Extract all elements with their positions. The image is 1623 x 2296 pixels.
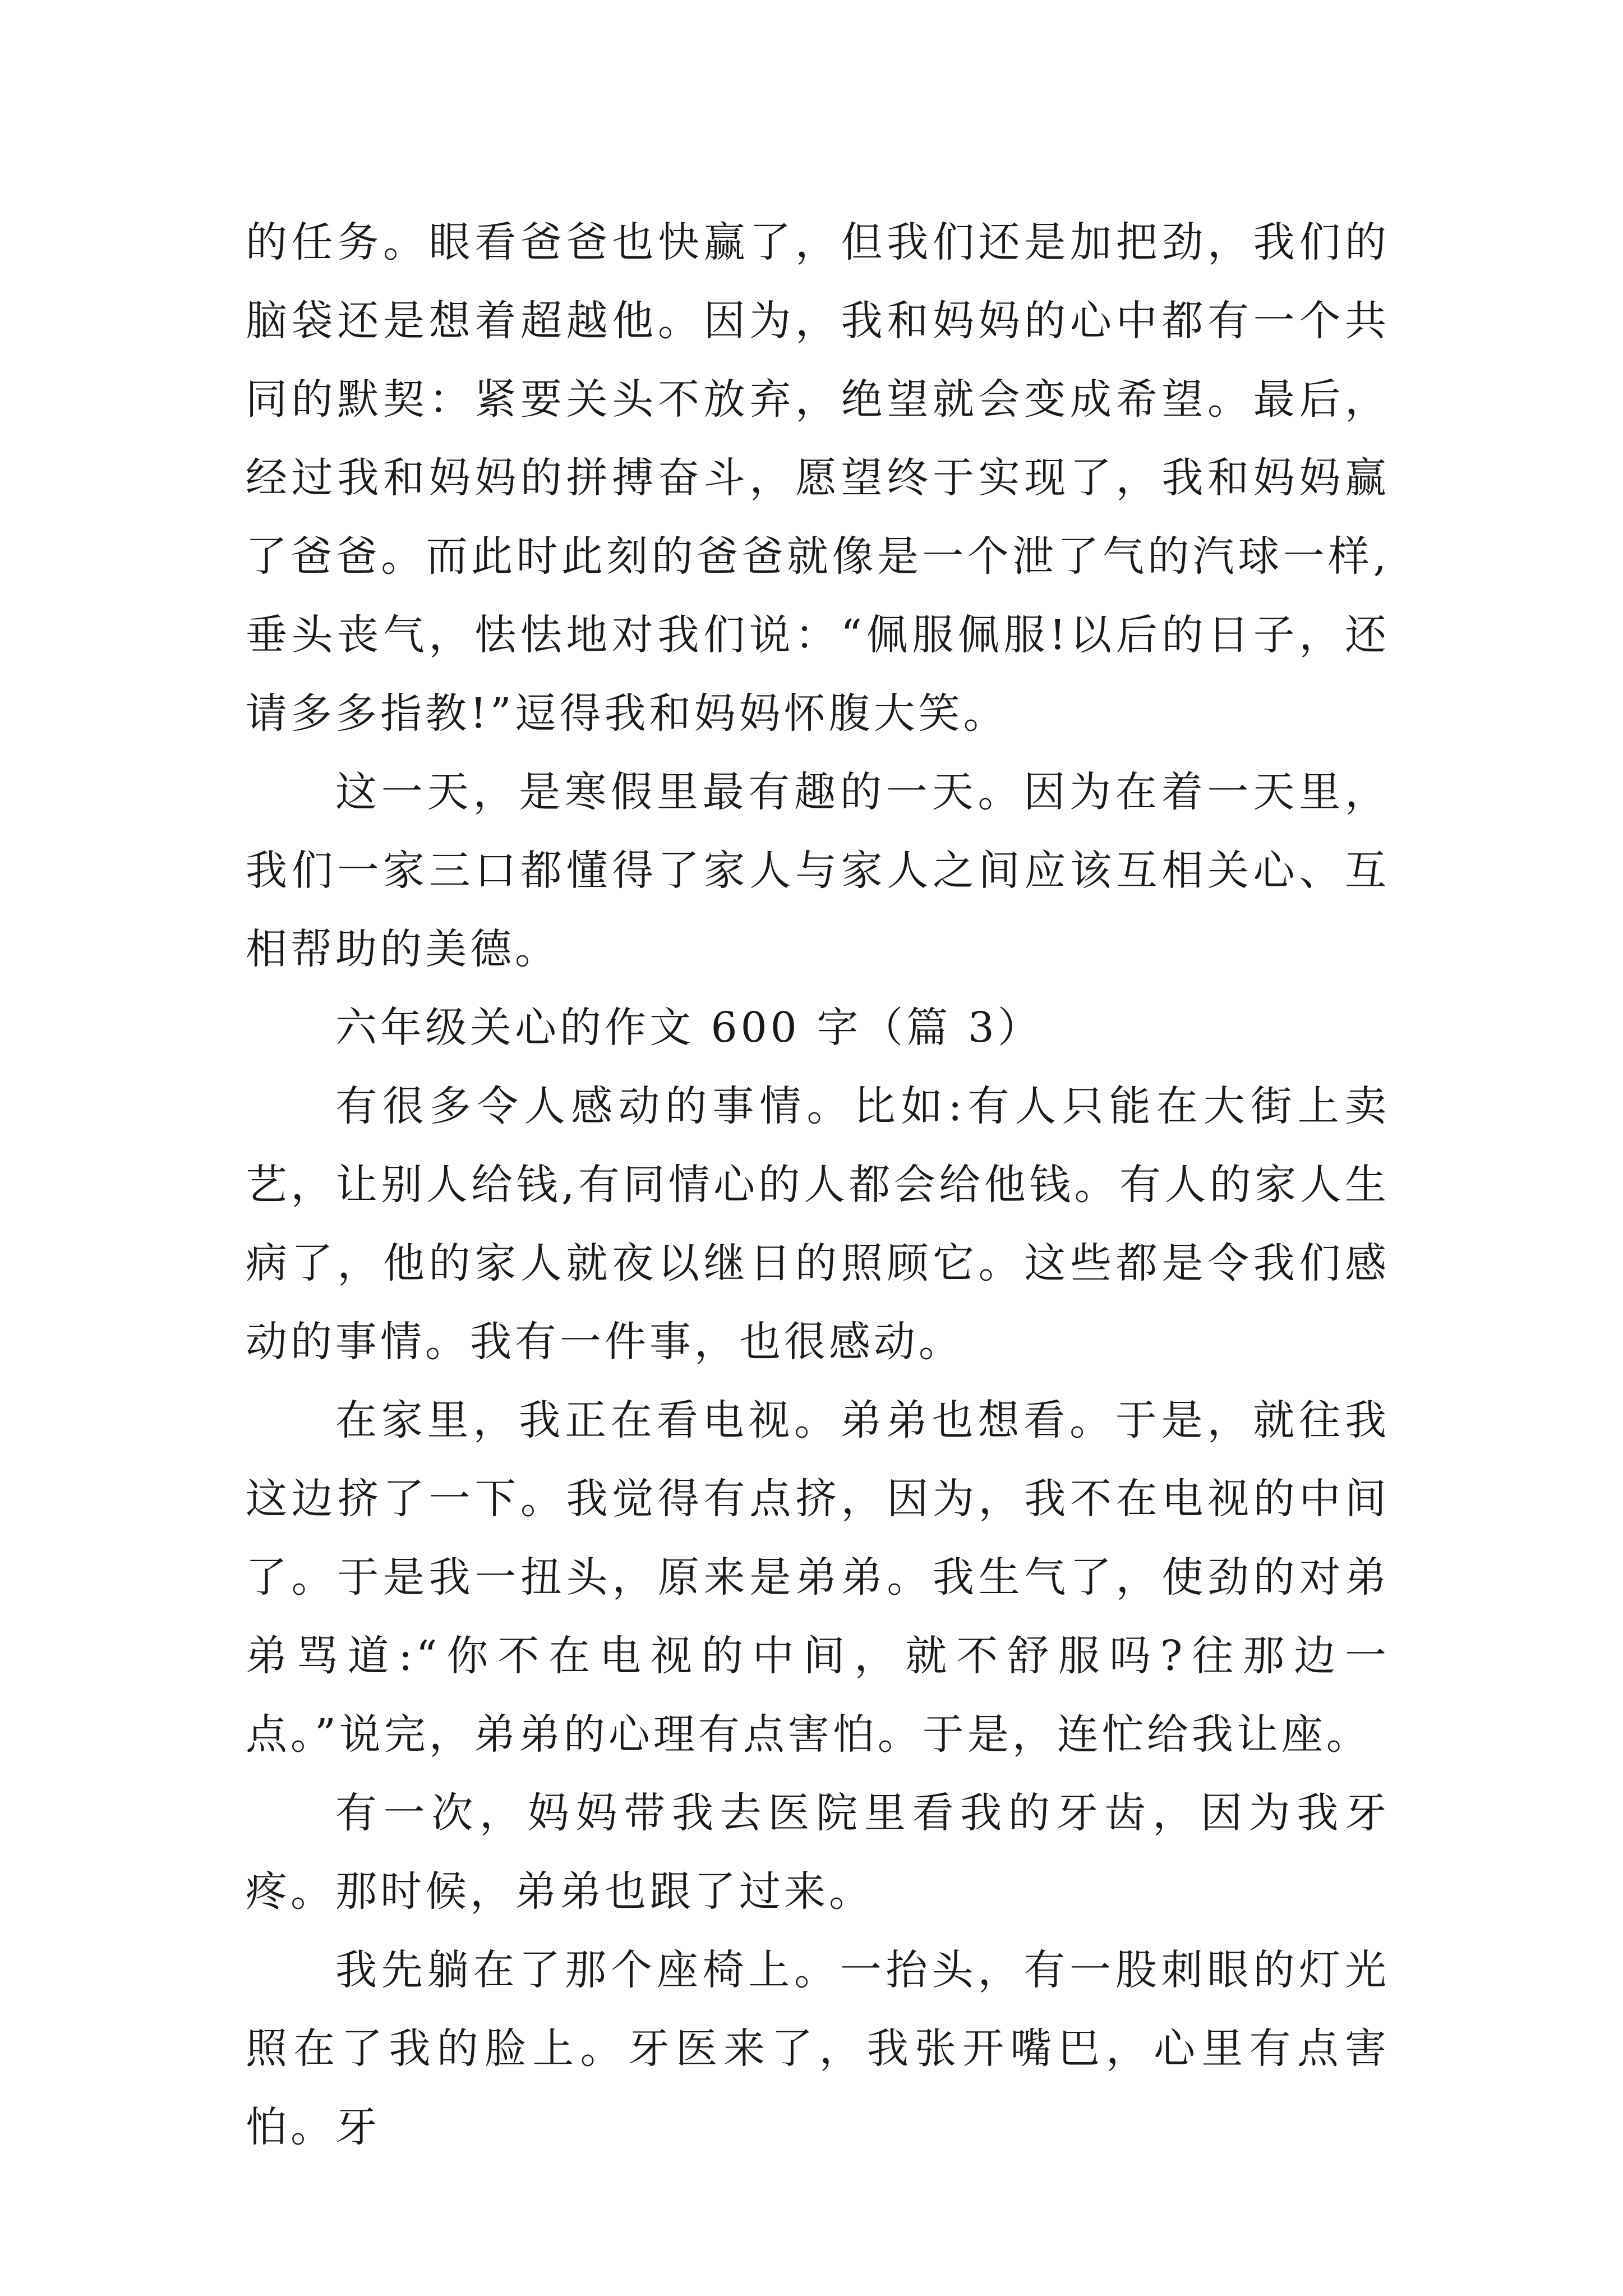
section-heading: 六年级关心的作文 600 字（篇 3）: [335, 1004, 1043, 1052]
paragraph-3: 有很多令人感动的事情。比如:有人只能在大街上卖艺，让别人给钱,有同情心的人都会给他钱。有人的家人生病了，他的家人就夜以继日的照顾它。这些都是令我们感动的事情。我有一件事，也很感动。: [246, 1082, 1390, 1366]
paragraph-5: 有一次，妈妈带我去医院里看我的牙齿，因为我牙疼。那时候，弟弟也跟了过来。: [246, 1789, 1390, 1916]
paragraph-1: 的任务。眼看爸爸也快赢了，但我们还是加把劲，我们的脑袋还是想着超越他。因为，我和妈妈的心中都有一个共同的默契：紧要关头不放弃，绝望就会变成希望。最后，经过我和妈妈的拼搏奋斗，愿望终于实现了，我和妈妈赢了爸爸。而此时此刻的爸爸就像是一个泄了气的汽球一样,垂头丧气，怯怯地对我们说：“佩服佩服!以后的日子，还请多多指教!”逗得我和妈妈怀腹大笑。: [246, 218, 1390, 738]
paragraph-4: 在家里，我正在看电视。弟弟也想看。于是，就往我这边挤了一下。我觉得有点挤，因为，我不在电视的中间了。于是我一扭头，原来是弟弟。我生气了，使劲的对弟弟骂道:“你不在电视的中间，就不舒服吗?往那边一点。”说完，弟弟的心理有点害怕。于是，连忙给我让座。: [246, 1396, 1390, 1759]
paragraph-2: 这一天，是寒假里最有趣的一天。因为在着一天里，我们一家三口都懂得了家人与家人之间应该互相关心、互相帮助的美德。: [246, 768, 1390, 973]
paragraph-6: 我先躺在了那个座椅上。一抬头，有一股刺眼的灯光照在了我的脸上。牙医来了，我张开嘴巴，心里有点害怕。牙: [246, 1946, 1390, 2151]
document-body: [246, 203, 1390, 2166]
